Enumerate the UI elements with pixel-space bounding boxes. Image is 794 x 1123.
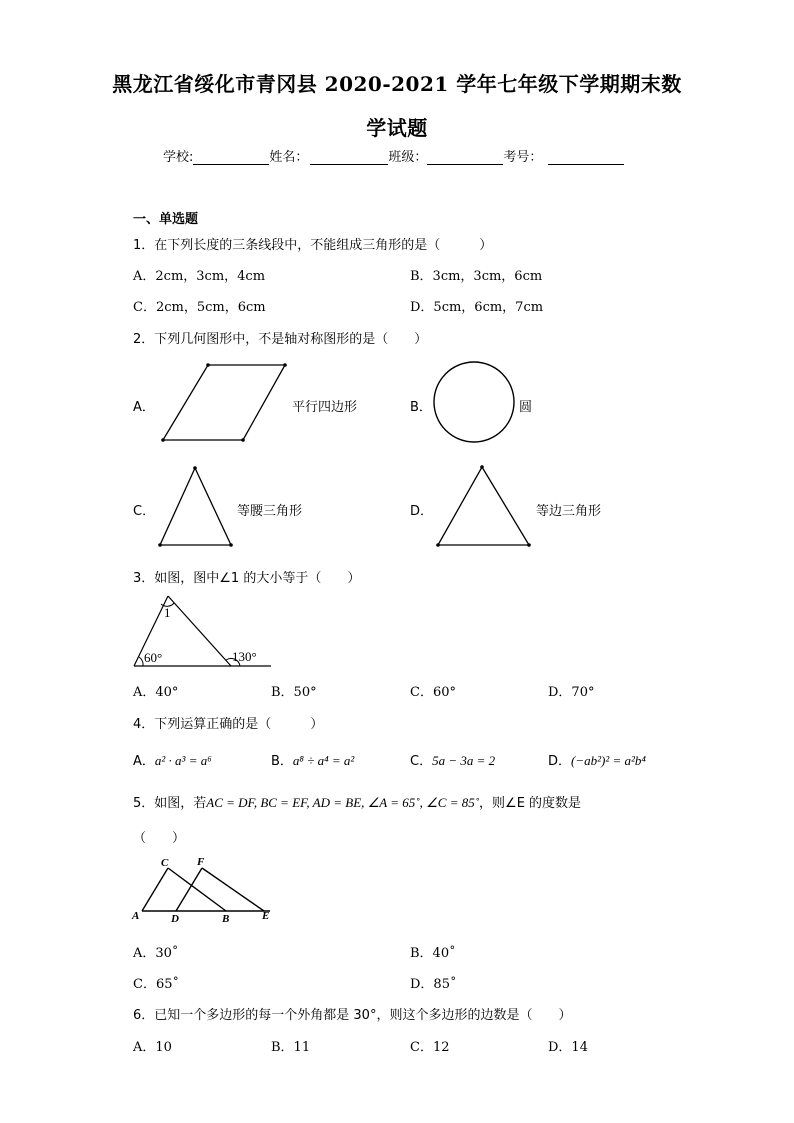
q4-option-b[interactable] xyxy=(271,750,354,769)
right-side xyxy=(168,596,231,666)
label-B: B xyxy=(222,913,230,925)
equilateral-triangle-shape xyxy=(438,467,529,545)
side-AC xyxy=(142,868,168,911)
q2-option-c-letter[interactable]: C． xyxy=(133,504,156,519)
vertex-dot xyxy=(206,363,210,367)
option-letter: D． xyxy=(548,754,572,769)
vertex-dot xyxy=(480,465,484,469)
exam-no-blank[interactable] xyxy=(548,150,624,165)
label-F: F xyxy=(197,856,205,868)
q3-triangle-figure xyxy=(128,590,278,670)
q6-option-c[interactable]: C．12 xyxy=(410,1040,450,1055)
q3-option-d[interactable]: D．70° xyxy=(548,685,595,700)
angle60-arc xyxy=(139,657,143,666)
vertex-dot xyxy=(193,466,197,470)
option-expr: (−ab²)² = a²b⁴ xyxy=(571,753,646,768)
circle-shape xyxy=(434,362,514,442)
student-info-row xyxy=(163,146,624,165)
option-letter: A． xyxy=(133,754,155,769)
q2-option-d-caption: 等边三角形 xyxy=(536,504,602,519)
q5-option-b[interactable]: B．40˚ xyxy=(410,946,456,961)
vertex-dot xyxy=(283,363,287,367)
vertex-dot xyxy=(229,543,233,547)
isosceles-triangle-shape xyxy=(160,468,231,545)
q3-option-c[interactable]: C．60° xyxy=(410,685,456,700)
q4-option-a[interactable] xyxy=(133,750,212,769)
q2-option-b-letter[interactable]: B． xyxy=(410,400,432,415)
q6-option-b[interactable]: B．11 xyxy=(271,1040,311,1055)
vertex-dot xyxy=(527,543,531,547)
stem-suffix: ，则∠E 的度数是 xyxy=(479,796,582,811)
q2-option-b-caption: 圆 xyxy=(519,400,533,415)
vertex-dot xyxy=(158,543,162,547)
page-title-line2: 学试题 xyxy=(366,116,428,140)
option-expr: a⁸ ÷ a⁴ = a² xyxy=(292,753,355,768)
stem-math: AC = DF, BC = EF, AD = BE, ∠A = 65˚, ∠C = 85˚ xyxy=(206,795,480,810)
equilateral-triangle-figure xyxy=(432,462,536,552)
option-letter: C． xyxy=(410,754,433,769)
parallelogram-figure xyxy=(155,358,295,448)
q2-option-c-caption: 等腰三角形 xyxy=(237,504,303,519)
school-blank[interactable] xyxy=(193,150,269,165)
side-FE xyxy=(202,868,264,911)
q5-triangles-figure xyxy=(130,855,280,925)
vertex-dot xyxy=(241,438,245,442)
question-1-stem: 1．在下列长度的三条线段中，不能组成三角形的是（ ） xyxy=(133,238,493,253)
question-2-stem: 2．下列几何图形中，不是轴对称图形的是（ ） xyxy=(133,332,428,347)
label-D: D xyxy=(171,913,179,925)
label-C: C xyxy=(161,857,169,869)
question-3-stem: 3．如图，图中∠1 的大小等于（ ） xyxy=(133,571,361,586)
q2-option-a-letter[interactable]: A． xyxy=(133,400,155,415)
q4-option-d[interactable] xyxy=(548,750,646,769)
q1-option-c[interactable]: C．2cm，5cm，6cm xyxy=(133,300,266,315)
label-E: E xyxy=(262,910,270,922)
option-expr: 5a − 3a = 2 xyxy=(432,753,496,768)
q3-option-a[interactable]: A．40° xyxy=(133,685,179,700)
q1-option-d[interactable]: D．5cm，6cm，7cm xyxy=(410,300,544,315)
q5-option-c[interactable]: C．65˚ xyxy=(133,977,179,992)
school-label: 学校: xyxy=(163,150,194,165)
stem-prefix: 5．如图，若 xyxy=(133,796,207,811)
class-blank[interactable] xyxy=(427,150,503,165)
q6-option-a[interactable]: A．10 xyxy=(133,1040,172,1055)
option-expr: a² · a³ = a⁶ xyxy=(154,753,212,768)
vertex-dot xyxy=(436,543,440,547)
name-label: 姓名： xyxy=(269,150,309,165)
question-6-stem: 6．已知一个多边形的每一个外角都是 30°，则这个多边形的边数是（ ） xyxy=(133,1008,572,1023)
q5-option-d[interactable]: D．85˚ xyxy=(410,977,457,992)
class-label: 班级： xyxy=(388,150,428,165)
q1-option-a[interactable]: A．2cm，3cm，4cm xyxy=(133,269,266,284)
q6-option-d[interactable]: D．14 xyxy=(548,1040,588,1055)
q3-option-b[interactable]: B．50° xyxy=(271,685,317,700)
label-A: A xyxy=(132,910,140,922)
q1-option-b[interactable]: B．3cm，3cm，6cm xyxy=(410,269,543,284)
q5-option-a[interactable]: A．30˚ xyxy=(133,946,179,961)
q2-option-a-caption: 平行四边形 xyxy=(292,400,358,415)
isosceles-triangle-figure xyxy=(153,463,243,553)
parallelogram-shape xyxy=(163,365,285,440)
name-blank[interactable] xyxy=(310,150,388,165)
exam-no-label: 考号： xyxy=(503,150,543,165)
question-5-stem xyxy=(133,792,581,811)
angle1-label: 1 xyxy=(164,605,171,620)
q2-option-d-letter[interactable]: D． xyxy=(410,504,434,519)
option-letter: B． xyxy=(271,754,293,769)
question-5-blank: （ ） xyxy=(133,831,186,846)
section-title: 一、单选题 xyxy=(133,212,199,227)
angle60-label: 60° xyxy=(144,650,163,665)
question-4-stem: 4．下列运算正确的是（ ） xyxy=(133,717,324,732)
vertex-dot xyxy=(161,438,165,442)
page-title: 黑龙江省绥化市青冈县 2020-2021 学年七年级下学期期末数 xyxy=(112,72,682,96)
angle130-label: 130° xyxy=(232,649,257,664)
circle-figure xyxy=(430,360,520,446)
q4-option-c[interactable] xyxy=(410,750,495,769)
side-CB xyxy=(168,868,226,911)
